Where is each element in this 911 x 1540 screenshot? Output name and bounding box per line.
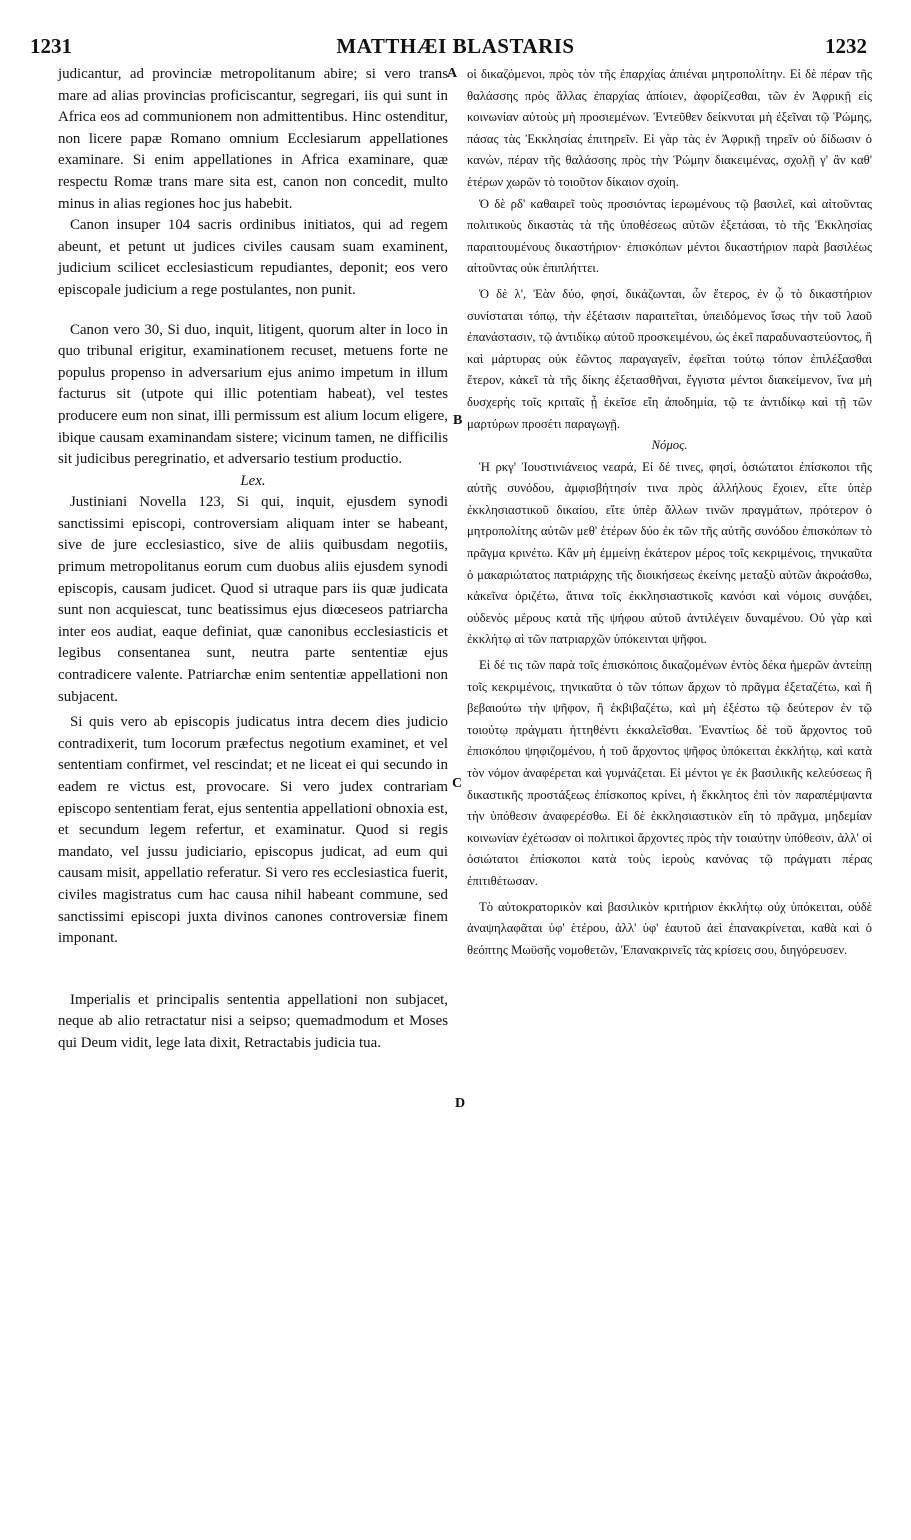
page-number-right: 1232 — [825, 34, 867, 58]
running-title: MATTHÆI BLASTARIS — [336, 34, 575, 58]
latin-paragraph-2: Canon insuper 104 sacris ordinibus initiatos, qui ad regem abeunt, et petunt ut judices civiles causam suam examinent, judicium scilicet ecclesiasticum repudiantes, deponit; eos vero episcopale judicium a rege postulantes, non punit. — [58, 217, 448, 298]
greek-paragraph-6: Τὸ αὐτοκρατορικὸν καὶ βασιλικὸν κριτήριον ἐκκλήτῳ οὐχ ὑπόκειται, οὐδὲ ἀναψηλαφᾶται ὑφ' ἑτέρου, ἀλλ' ὑφ' ἑαυτοῦ ἀεὶ ἐπανακρίνεται, καθὰ καὶ ὁ θεόπτης Μωϋσῆς νομοθετῶν, Ἐπανακρινεῖς τὰς κρίσεις σου, διηγόρευσεν. — [467, 899, 872, 957]
greek-paragraph-1: οἱ δικαζόμενοι, πρὸς τὸν τῆς ἐπαρχίας ἀπιέναι μητροπολίτην. Εἰ δὲ πέραν τῆς θαλάσσης πρὸς ἄλλας ἐπαρχίας ἀπίοιεν, ἀφορίζεσθαι, τῶν ἐν Ἀφρικῇ εἰς κοινωνίαν αὐτοὺς μὴ προσιεμένων. Ἐντεῦθεν δείκνυται μὴ ἐξεῖναι τῷ Ῥώμης, πάσας τὰς Ἐκκλησίας ἐπιτηρεῖν. Εἰ γὰρ τὰς ἐν Ἀφρικῇ τηρεῖν οὐ δίδωσιν ὁ κανών, πέραν τῆς θαλάσσης πρὸς τὴν Ῥώμην διακειμένας, σχολῇ γ' ἂν καθ' ἑτέρων χωρῶν τὸ τοιοῦτον δίκαιον σχοίη. — [467, 67, 872, 189]
page-number-left: 1231 — [30, 34, 72, 58]
greek-column — [467, 64, 872, 961]
margin-letter-b: B — [453, 413, 463, 428]
latin-paragraph-4: Justiniani Novella 123, Si qui, inquit, ejusdem synodi sanctissimi episcopi, controversiam aliquam inter se habeant, sive de jure ecclesiastico, sive de aliis quibusdam negotiis, primum metropolitanus eorum cum duobus aliis ejusdem synodi episcopis, causam judicet. Quod si utraque pars iis quæ judicata sunt non acquiescat, tunc beatissimus ejus diœceseos patriarcha inter eos audiat, eaque definiat, quæ canonibus ecclesiasticis et legibus consentanea sunt, neutra parte sententiæ ejus contradicere valente. Patriarchæ enim sententiæ appellationi non subjacent. — [58, 494, 448, 705]
latin-paragraph-5: Si quis vero ab episcopis judicatus intra decem dies judicio contradixerit, tum locorum præfectus negotium examinet, et vel sententiam confirmet, vel rescindat; et ne liceat ei qui secundo in eadem re victus est, provocare. Si vero judex contrariam episcopo sententiam ferat, ejus sententia appellationi obnoxia est, et secundum legem refertur, et examinatur. Quod si regis mandato, vel jussu judiciario, episcopus judicat, ad eum qui causam misit, appellatio referatur. Si vero res ecclesiastica fuerit, civiles magistratus cum hac causa nihil habeant commune, sed sanctissimi episcopi juxta divinos canones controversiæ finem imponant. — [58, 714, 448, 947]
greek-heading-nomos: Νόμος. — [651, 438, 688, 453]
margin-letter-c: C — [452, 776, 463, 791]
greek-paragraph-3: Ὁ δὲ λ', Ἐὰν δύο, φησί, δικάζωνται, ὧν ἕτερος, ἐν ᾧ τὸ δικαστήριον συνίσταται τόπῳ, τὴν ἐξέτασιν παραιτεῖται, ὑπειδόμενος ἴσως τὴν τοῦ λαοῦ ἐπανάστασιν, τῷ ἀντιδίκῳ αὐτοῦ προσκειμένου, ὡς ἐκεῖ παραδυναστεύοντος, ἢ καὶ μάρτυρας οὐκ ἐῶντος παραγαγεῖν, ἐφεῖται τούτῳ τόπον ἐπιλέξασθαι ἕτερον, κἀκεῖ τὰ τῆς δίκης ἐξετασθῆναι, ἔγγιστα μέντοι διακείμενον, ἵνα μὴ δυσχερὴς τοῖς κριταῖς ᾖ ἐκεῖσε εἴη ἀποδημία, τῷ τε ἀντιδίκῳ καὶ τῇ τῶν μαρτύρων προσέτι παραγωγῇ. — [467, 286, 872, 431]
margin-letter-a: A — [447, 66, 458, 81]
latin-paragraph-3: Canon vero 30, Si duo, inquit, litigent, quorum alter in loco in quo tribunal erigitur, examinationem recuset, metuens forte ne populus propenso in adversarium ejus animo impetum in illum facturus sit (utpote qui illic potentiam habeat), vel testes producere eum non sinat, illi permissum est alium locum eligere, ibique causam examinandam sistere; vicinum tamen, ne difficilis sit judicibus peregrinatio, et adversario testium productio. — [58, 321, 448, 468]
greek-paragraph-2: Ὁ δὲ ρδ' καθαιρεῖ τοὺς προσιόντας ἱερωμένους τῷ βασιλεῖ, καὶ αἰτοῦντας πολιτικοὺς δικαστὰς τὰ τῆς ὑποθέσεως αὐτῶν ἐξετάσαι, τὸ τῆς Ἐκκλησίας παραιτουμένους δικαστήριον· ἐπισκόπων μέντοι δικαστήριον παρὰ βασιλέως αἰτοῦντας οὐκ ἐπιπλήττει. — [467, 196, 872, 276]
running-header — [0, 34, 911, 64]
latin-paragraph-6: Imperialis et principalis sententia appellationi non subjacet, neque ab alio retractatur nisi a seipso; quemadmodum et Moses qui Deum vidit, lege lata dixit, Retractabis judicia tua. — [58, 991, 448, 1051]
latin-column — [58, 64, 448, 1055]
greek-paragraph-4: Ἡ ρκγ' Ἰουστινιάνειος νεαρά, Εἰ δέ τινες, φησί, ὁσιώτατοι ἐπίσκοποι τῆς αὐτῆς συνόδου, ἀμφισβήτησίν τινα πρὸς ἀλλήλους ἔχοιεν, εἴτε ὑπὲρ ἐκκλησιαστικοῦ δικαίου, εἴτε ὑπὲρ ἄλλων τινῶν πραγμάτων, πρότερον ὁ μητροπολίτης αὐτῶν μεθ' ἑτέρων δύο ἐκ τῶν τῆς αὐτῆς συνόδου ἐπισκόπων τὸ πρᾶγμα κρινέτω. Κἂν μὴ ἐμμείνῃ ἑκάτερον μέρος τοῖς κεκριμένοις, τηνικαῦτα ὁ μακαριώτατος πατριάρχης τῆς διοικήσεως ἐκείνης μεταξὺ αὐτῶν ἀκροάσθω, κἀκεῖνα ὁριζέτω, ἅτινα τοῖς ἐκκλησιαστικοῖς κανόσι καὶ νόμοις συνᾴδει, οὐδενὸς μέρους κατὰ τῆς ψήφου αὐτοῦ ἀντιλέγειν δυναμένου. Οὐ γὰρ καὶ ἐκκλήτῳ αἱ τῶν πατριαρχῶν ὑπόκεινται ψῆφοι. — [467, 459, 872, 647]
greek-paragraph-5: Εἰ δέ τις τῶν παρὰ τοῖς ἐπισκόποις δικαζομένων ἐντὸς δέκα ἡμερῶν ἀντείπῃ τοῖς κεκριμένοις, τηνικαῦτα ὁ τῶν τόπων ἄρχων τὸ πρᾶγμα ἐξεταζέτω, καὶ ἢ βεβαιούτω τὴν ψῆφον, ἢ ἐκβιβαζέτω, καὶ μὴ ἐξέστω τῷ δεύτερον ἐν τῷ τοιούτῳ πράγματι ἡττηθέντι ἐκκαλεῖσθαι. Ἐναντίως δὲ τοῦ ἄρχοντος τοῦ ἐπισκόπου ψηφιζομένου, ἡ τοῦ ἄρχοντος ψῆφος ὑπόκειται ἐκκλήτῳ, καὶ κατὰ τὸν νόμον ἀναφέρεται καὶ γυμνάζεται. Εἰ μέντοι γε ἐκ βασιλικῆς κελεύσεως ἢ δικαστικῆς προστάξεως ἐπίσκοπος κρίνει, ἡ ἔκκλητος ἐπὶ τὸν παραπέμψαντα τὴν ὑπόθεσιν ἀναφερέσθω. Εἰ δὲ ἐκκλησιαστικὸν εἴη τὸ πρᾶγμα, μηδεμίαν κοινωνίαν ἐχέτωσαν οἱ πολιτικοὶ ἄρχοντες πρὸς τὴν τοιαύτην ὑπόθεσιν, ἀλλ' οἱ ὁσιώτατοι ἐπίσκοποι κατὰ τοὺς ἱεροὺς κανόνας τῷ πράγματι πέρας ἐπιτιθέτωσαν. — [467, 658, 872, 888]
latin-paragraph-1: judicantur, ad provinciæ metropolitanum abire; si vero trans mare ad alias provincias proficiscantur, segregari, iis qui sunt in Africa eos ad communionem non admittentibus. Hinc ostenditur, non licere papæ Romano omnium Ecclesiarum appellationes examinare. Si enim appellationes in Africa examinare, quæ respectu Romæ trans mare sita est, canon non concedit, multo minus in alias regiones hoc jus habebit. — [58, 66, 448, 212]
margin-letter-d: D — [455, 1096, 466, 1111]
latin-heading-lex: Lex. — [240, 472, 266, 489]
